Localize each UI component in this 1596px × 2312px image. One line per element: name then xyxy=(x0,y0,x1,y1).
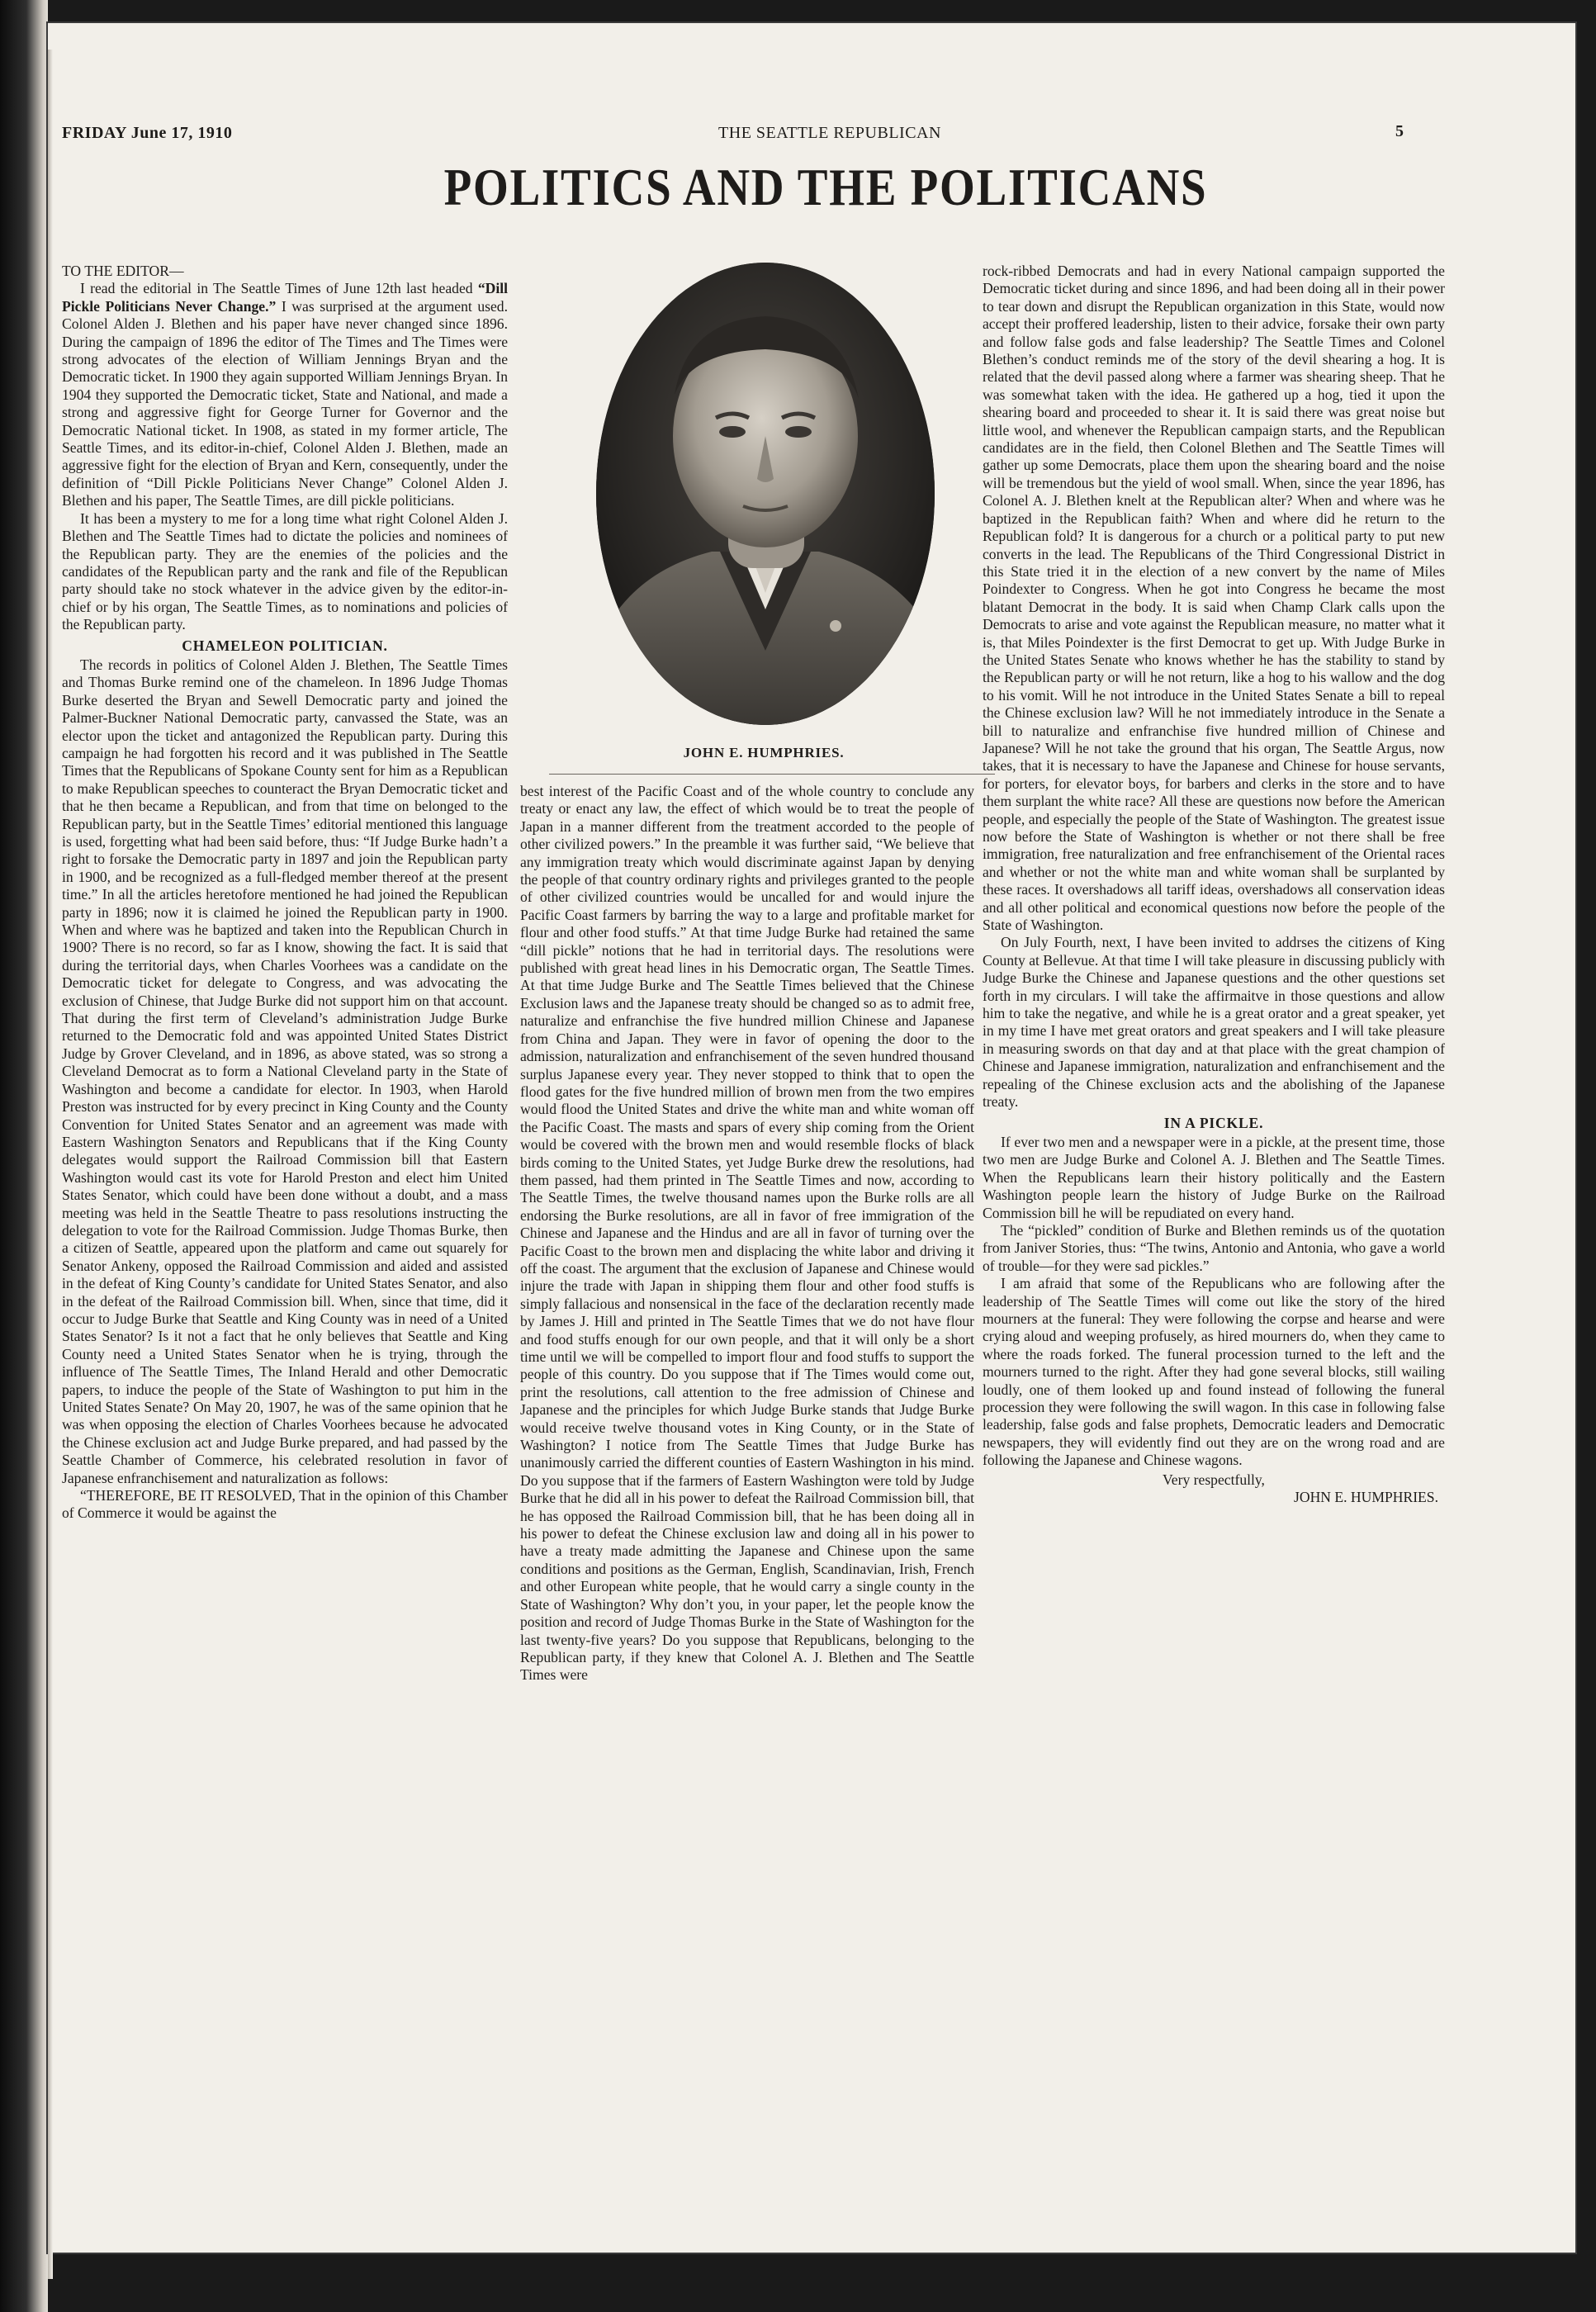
paragraph: rock-ribbed Democrats and had in every National campaign supported the Democratic ticket during and since 1896, and had been doing all in their power to tear down and disrupt the Republican organization in this State, would now accept their proffered leadership, listen to their advice, forsake their own party and follow false gods and false leadership? The Seattle Times and Colonel Blethen’s conduct reminds me of the story of the devil shearing a hog. It is related that the devil passed along where a farmer was shearing sheep. That he was somewhat taken with the idea. He gathered up a hog, tied it upon the shearing board and proceeded to shear it. It is said there was great noise but little wool, and whenever the Republican campaign starts, and the Republican candidates are in the field, then Colonel Blethen and The Seattle Times will gather up some Democrats, place them upon the shearing board and the noise will be tremendous but the yield of wool small. When, since the year 1896, has Colonel A. J. Blethen knelt at the Republican alter? When and where was he baptized in the Republican faith? When and where did he return to the Republican fold? It is dangerous for a church or a political party to put new converts in the lead. The Republicans of the Third Congressional District in this State tried it in the election of a new convert by the name of Miles Poindexter to Congress. When he got into Congress he became the most blatant Democrat in the body. It is said when Champ Clark calls upon the Democrats to arise and vote against the Republican measure, no matter what it is, that Miles Poindexter is the first Democrat to get up. With Judge Burke in the United States Senate who knows whether he has the stability to stand by the Republican party or will he not return, like a hog to his wallow and the dog to his vomit. Will he not introduce in the United States Senate a bill to repeal the Chinese exclusion law? Will he not immediately introduce in the Senate a bill to naturalize and enfranchise five hundred million of Chinese and Japanese? Will he not take the ground that his organ, The Seattle Argus, now takes, that it is necessary to have the Japanese and Chinese for house servants, for porters, for elevator boys, for barbers and clerks in the store and to have them surplant the white race? All these are questions now before the American people, and especially the people of the State of Washington. The greatest issue now before the State of Washington is whether or not there shall be free immigration, free naturalization and free enfranchisement of the Oriental races and whether or not the white man and white woman shall be surplanted by these races. It overshadows all tariff ideas, overshadows all conservation ideas and all other political and economical questions now before the people of the State of Washington. xyxy=(983,263,1445,934)
portrait-photo xyxy=(578,263,950,741)
paragraph-text: I was surprised at the argument used. Colonel Alden J. Blethen and his paper have never changed since 1896. During the campaign of 1896 the editor of The Times and The Times were strong advocates of the election of William Jennings Bryan and the Democratic ticket. In 1900 they again supported William Jennings Bryan. In 1904 they supported the Democratic ticket, State and National, and made a strong and aggressive fight for George Turner for Governor and the Democratic National ticket. In 1908, as stated in my former article, The Seattle Times, and its editor-in-chief, Colonel Alden J. Blethen, made an aggressive fight for the election of Bryan and Kern, consequently, under the definition of “Dill Pickle Politicians Never Change” Colonel Alden J. Blethen and his paper, The Seattle Times, are dill pickle politicians. xyxy=(62,297,508,509)
salutation: TO THE EDITOR— xyxy=(62,263,184,279)
paragraph: I am afraid that some of the Republicans who are following after the leadership of The Seattle Times will come out like the story of the hired mourners at the funeral: They were following the corpse and hearse and were crying aloud and weeping profusely, as hired mourners do, when they came to where the roads forked. The funeral procession turned to the left and the mourners turned to the right. After they had gone several blocks, still wailing loudly, one of them looked up and found instead of following the funeral procession they were following the swill wagon. In this case in following false leadership, false gods and false prophets, Democratic leaders and Democratic newspapers, they will evidently find out they are on the wrong road and are following the Japanese and Chinese wagons. xyxy=(983,1275,1445,1469)
dateline: FRIDAY June 17, 1910 xyxy=(62,124,233,142)
man-portrait-image xyxy=(596,263,935,725)
headline: POLITICS AND THE POLITICANS xyxy=(443,158,1208,216)
closing: Very respectfully, xyxy=(1163,1471,1265,1488)
paragraph: If ever two men and a newspaper were in a pickle, at the present time, those two men are Judge Burke and Colonel A. J. Blethen and The Seattle Times. When the Republicans learn their history politically and the Eastern Washington people learn the history of Judge Burke on the Railroad Commission bill he will be repudiated on every hand. xyxy=(983,1133,1445,1221)
divider-rule xyxy=(549,774,995,775)
quoted-headline: “Dill Pickle Politicians Never Change.” xyxy=(62,280,508,315)
newspaper-name: THE SEATTLE REPUBLICAN xyxy=(718,124,941,142)
paragraph: The “pickled” condition of Burke and Blethen reminds us of the quotation from Janiver Stories, thus: “The twins, Antonio and Antonia, who gave a world of trouble—for they were sad pickles.” xyxy=(983,1221,1445,1274)
article-column-3 xyxy=(983,263,1445,1506)
portrait-oval-frame xyxy=(596,263,935,725)
paragraph: It has been a mystery to me for a long time what right Colonel Alden J. Blethen and The Seattle Times had to dictate the policies and nominees of the Republican party. They are the enemies of the policies and the candidates of the Republican party and the rank and file of the Republican party should take no stock whatever in the advice given by the editor-in-chief or by his organ, The Seattle Times, as to nominations and policies of the Republican party. xyxy=(62,509,508,633)
paragraph xyxy=(62,280,508,509)
page-number: 5 xyxy=(1395,122,1404,140)
subheading-chameleon: CHAMELEON POLITICIAN. xyxy=(182,637,388,654)
paragraph: best interest of the Pacific Coast and of the whole country to conclude any treaty or enact any law, the effect of which would be to treat the people of Japan in a manner different from the treatment accorded to the people of other civilized powers.” In the preamble it was further said, “We believe that any immigration treaty which would discriminate against Japan by denying the people of that country ordinary rights and privileges granted to the people of other civilized countries would be uncalled for and would injure the Pacific Coast farmers by barring the way to a large and profitable market for flour and other food stuffs.” At that time Judge Burke had retained the same “dill pickle” notions that he had in territorial days. The resolutions were published with great head lines in his Democratic organ, The Seattle Times. At that time Judge Burke and The Seattle Times believed that the Chinese Exclusion laws and the Japanese treaty should be changed so as to admit free, naturalize and enfranchise the five hundred million Chinese and Japanese from China and Japan. They were in favor of opening the door to the admission, naturalization and enfranchisement of the seven hundred thousand surplus Japanese every year. They never stopped to think that to open the flood gates for the five hundred million of brown men from the two empires would flood the United States and drive the white man and white woman off the Pacific Coast. The masts and spars of every ship coming from the Orient would be covered with the brown men and would resemble flocks of black birds coming to the United States, yet Judge Burke drew the resolutions, had them passed, had them printed in The Seattle Times and now, according to The Seattle Times, the twelve thousand names upon the Burke rolls are all endorsing the Burke resolutions, are all in favor of free immigration of the Chinese and Japanese and the Hindus and are all in favor of turning over the Pacific Coast to the brown men and displacing the white labor and driving it off the coast. The argument that the exclusion of Japanese and Chinese would injure the trade with Japan in shipping them flour and other food stuffs is simply fallacious and nonsensical in the face of the declaration recently made by James J. Hill and printed in The Seattle Times that we do not have flour and food stuffs enough for our own people, and that it will only be a short time until we will be compelled to import flour and food stuffs to support the people of this country. Do you suppose that if The Times would come out, print the resolutions, call attention to the free admission of Chinese and Japanese and the principles for which Judge Burke stands that Judge Burke would receive twelve thousand votes in King County, or in the State of Washington? I notice from The Seattle Times that Judge Burke has unanimously carried the different counties of Eastern Washington in his mind. Do you suppose that if the farmers of Eastern Washington were told by Judge Burke that he did all in his power to defeat the Railroad Commission bill, that he has opposed the Railroad Commission bill, that he has been doing all in his power to defeat the Chinese exclusion law and doing all in his power to have a treaty made admitting the Japanese and Chinese upon the same conditions and positions as the German, English, Scandinavian, Irish, French and other European white people, that he would carry a single county in the State of Washington? Why don’t you, in your paper, let the people know the position and record of Judge Thomas Burke in the State of Washington for the last twenty-five years? Do you suppose that Republicans, belonging to the Republican party, if they knew that Colonel A. J. Blethen and The Seattle Times were xyxy=(520,783,974,1684)
subheading-in-a-pickle: IN A PICKLE. xyxy=(1163,1114,1264,1131)
article-column-2 xyxy=(520,783,974,1684)
resolution-quote: “THEREFORE, BE IT RESOLVED, That in the opinion of this Chamber of Commerce it would be against the xyxy=(62,1487,508,1522)
signature: JOHN E. HUMPHRIES. xyxy=(1294,1489,1438,1506)
paragraph: On July Fourth, next, I have been invited to addrses the citizens of King County at Bellevue. At that time I will take pleasure in discussing publicly with Judge Burke the Chinese and Japanese questions and the other questions set forth in my circulars. I will take the affirmaitve in those questions and allow him to take the negative, and while he is a great orator and a great speaker, yet in my time I have met great orators and great speakers and I will take pleasure in measuring swords on that day and at that place with the great champion of Chinese and Japanese immigration, naturalization and enfranchisement and the repealing of the Chinese exclusion acts and the abolishing of the Japanese treaty. xyxy=(983,934,1445,1111)
article-column-1 xyxy=(62,263,508,1523)
portrait-caption: JOHN E. HUMPHRIES. xyxy=(683,745,845,760)
paragraph-text: I read the editorial in The Seattle Times of June 12th last headed xyxy=(80,280,478,297)
book-spine-shadow xyxy=(0,0,48,2312)
paragraph: The records in politics of Colonel Alden J. Blethen, The Seattle Times and Thomas Burke remind one of the chameleon. In 1896 Judge Thomas Burke deserted the Bryan and Sewell Democratic party and joined the Palmer-Buckner National Democratic party, canvassed the State, was an elector upon the ticket and antagonized the Republican party. During this campaign he had forgotten his record and it was published in The Seattle Times that the Republicans of Spokane County sent for him as a Republican to make Republican speeches to counteract the Bryan Democratic ticket and that he then became a Republican, and from that time on belonged to the Republican party, but in the Seattle Times’ editorial mentioned this language is used, forgetting what had been said before, thus: “If Judge Burke hadn’t a right to forsake the Democratic party in 1897 and join the Republican party in 1900, and be recognized as a full-fledged member thereof at the present time.” In all the articles heretofore mentioned he had joined the Republican party in 1896; now it is claimed he joined the Republican party in 1900. When and where was he baptized and taken into the Republican Church in 1900? There is no record, so far as I know, showing the fact. It is said that during the territorial days, when Charles Voorhees was a candidate on the Democratic ticket for delegate to Congress, and was advocating the exclusion of Chinese, that Judge Burke did not support him on that account. That during the first term of Cleveland’s administration Judge Burke returned to the Democratic fold and was appointed United States District Judge by Grover Cleveland, and in 1896, as above stated, was so strong a Cleveland Democrat as to form a National Cleveland party in the State of Washington and become a candidate for elector. In 1903, when Harold Preston was instructed for by every precinct in King County and the County Convention for United States Senator and an agreement was made with Eastern Washington Senators and Republicans that if the King County delegates would support the Railroad Commission bill that Eastern Washington would cast its vote for Harold Preston and elect him United States Senator, which could have been done without a doubt, and a mass meeting was held in the Seattle Theatre to pass resolutions instructing the delegation to vote for the Railroad Commission. Judge Thomas Burke, then a citizen of Seattle, appeared upon the platform and came out squarely for Senator Ankeny, opposed the Railroad Commission and aided and assisted in the defeat of King County’s candidate for United States Senator, and also in the defeat of the Railroad Commission bill. When, since that time, did it occur to Judge Burke that Seattle and King County was in need of a United States Senator? Is it not a fact that he only believes that Seattle and King County need a United States Senator when he is trying, through the influence of The Seattle Times, The Inland Herald and other Democratic papers, to induce the people of the State of Washington to put him in the United States Senate? On May 20, 1907, he was of the same opinion that he was when opposing the election of Charles Voorhees because he advocated the Chinese exclusion act and Judge Burke prepared, and had passed by the Seattle Chamber of Commerce, his celebrated resolution in favor of Japanese enfranchisement and naturalization as follows: xyxy=(62,656,508,1486)
page-gutter xyxy=(48,50,53,2279)
